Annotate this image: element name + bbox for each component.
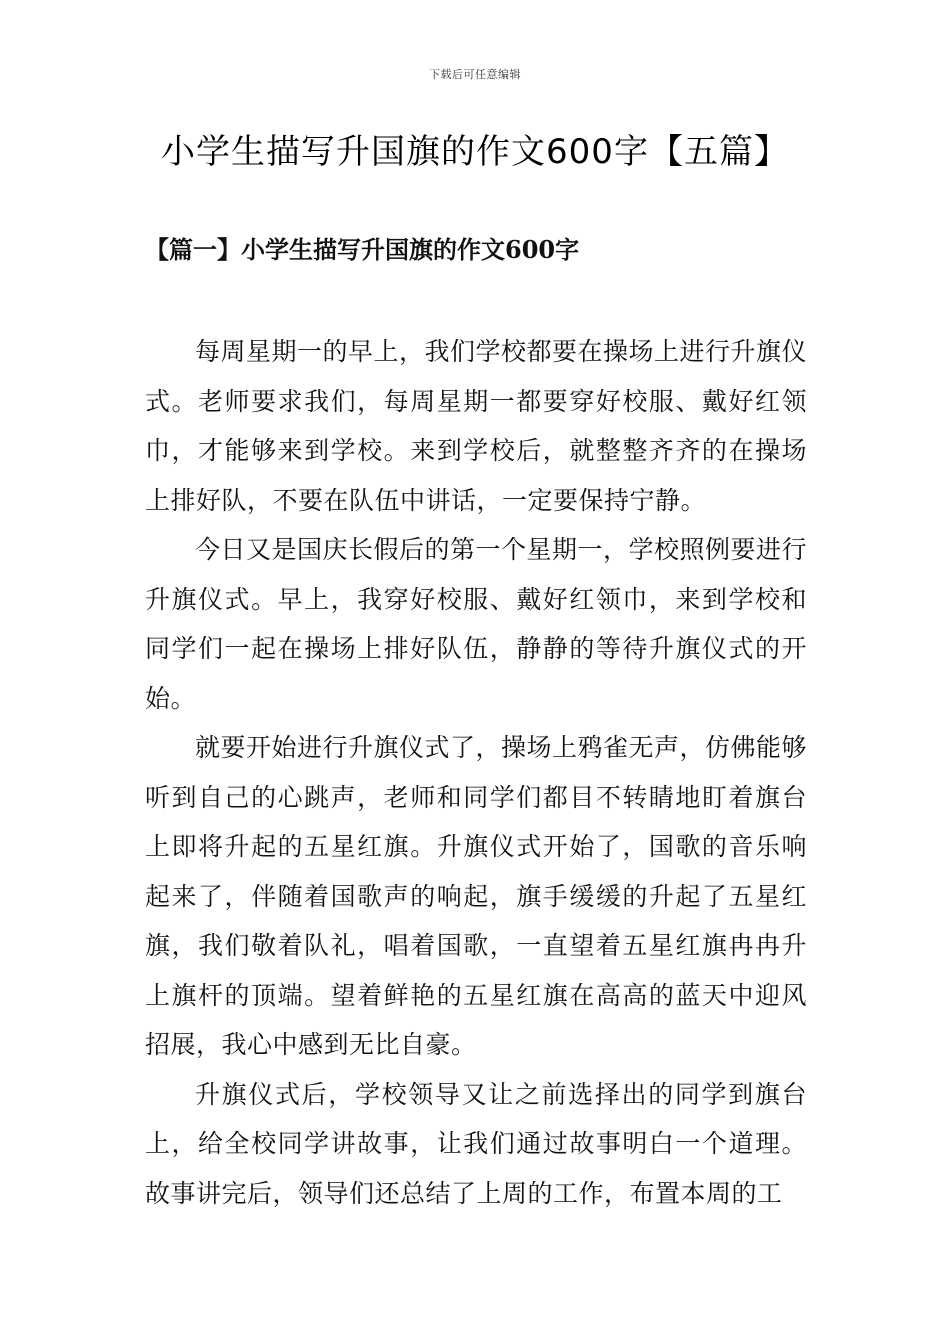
essay-body	[145, 327, 807, 1218]
paragraph: 今日又是国庆长假后的第一个星期一，学校照例要进行升旗仪式。早上，我穿好校服、戴好红领巾，来到学校和同学们一起在操场上排好队伍，静静的等待升旗仪式的开始。	[145, 535, 808, 713]
paragraph: 就要开始进行升旗仪式了，操场上鸦雀无声，仿佛能够听到自己的心跳声，老师和同学们都目不转睛地盯着旗台上即将升起的五星红旗。升旗仪式开始了，国歌的音乐响起来了，伴随着国歌声的响起，旗手缓缓的升起了五星红旗，我们敬着队礼，唱着国歌，一直望着五星红旗冉冉升上旗杆的顶端。望着鲜艳的五星红旗在高高的蓝天中迎风招展，我心中感到无比自豪。	[145, 733, 808, 1059]
header-note: 下载后可任意编辑	[429, 68, 521, 81]
document-title: 小学生描写升国旗的作文600字【五篇】	[161, 132, 789, 172]
section-heading: 【篇一】小学生描写升国旗的作文600字	[145, 235, 580, 264]
paragraph: 升旗仪式后，学校领导又让之前选择出的同学到旗台上，给全校同学讲故事，让我们通过故事明白一个道理。故事讲完后，领导们还总结了上周的工作，布置本周的工	[145, 1079, 807, 1208]
paragraph: 每周星期一的早上，我们学校都要在操场上进行升旗仪式。老师要求我们，每周星期一都要穿好校服、戴好红领巾，才能够来到学校。来到学校后，就整整齐齐的在操场上排好队，不要在队伍中讲话，一定要保持宁静。	[145, 337, 808, 515]
